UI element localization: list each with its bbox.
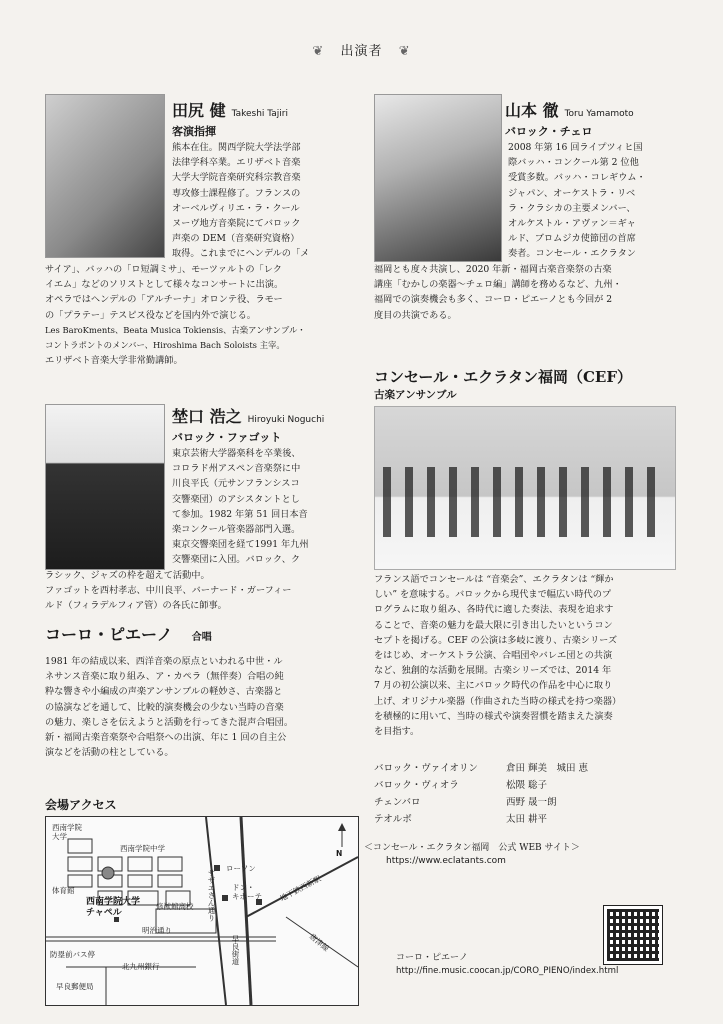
qr-code-icon [604, 906, 662, 964]
noguchi-role: バロック・ファゴット [172, 431, 282, 444]
venue-marker [102, 867, 114, 879]
page-header [0, 40, 723, 59]
map-label-subway: 地下鉄西新駅 [278, 873, 323, 904]
bio-line: 1981 年の結成以来、西洋音楽の原点といわれる中世・ル [45, 656, 283, 667]
bio-line: 粋な響きや小編成の声楽アンサンブルの軽妙さ、古楽器と [45, 686, 283, 698]
bio-line: ファゴットを西村孝志、中川良平、バーナード・ガーフィー [45, 585, 292, 597]
bio-line: の協演などを通して、比較的演奏機会の少ない当時の音楽 [45, 701, 284, 713]
bio-line: 上げ、オリジナル楽器（作曲された当時の様式を持つ楽器） [374, 695, 622, 707]
map-label-karato: 唐津線 [307, 931, 331, 954]
member-instrument: バロック・ヴァイオリン [374, 763, 478, 774]
bio-line: ヌーヴ地方音楽院にてバロック [172, 218, 301, 230]
tajiri-roman-name: Takeshi Tajiri [231, 109, 289, 119]
map-label-donki: ドン・ キホーテ [232, 883, 262, 901]
bio-line: 熊本在住。関西学院大学法学部 [172, 142, 301, 153]
left-ornament-icon: ❦ [312, 44, 325, 59]
map-label-meiji: 明治通り [142, 926, 172, 935]
noguchi-photo [45, 404, 165, 570]
coro-role: 合唱 [191, 632, 212, 643]
cef-site-link[interactable]: https://www.eclatants.com [386, 856, 506, 866]
cef-role: 古楽アンサンブル [374, 389, 457, 401]
member-instrument: テオルボ [374, 814, 412, 825]
cef-bio [374, 572, 692, 739]
bio-line: ルド、ブロムジカ使節団の首席 [508, 233, 636, 245]
map-label-kitakyushu-bank: 北九州銀行 [122, 962, 160, 971]
member-players: 倉田 輝美 城田 恵 [506, 763, 589, 774]
yamamoto-bio [508, 140, 674, 262]
tajiri-photo [45, 94, 165, 258]
right-ornament-icon: ❦ [398, 44, 411, 59]
noguchi-bio-wide [45, 568, 363, 614]
bio-line: 声楽の DEM（音楽研究資格） [172, 233, 300, 245]
member-instrument: バロック・ヴィオラ [374, 780, 459, 791]
map-label-shutoku: 修猷館高校 [156, 902, 194, 911]
bio-line: ラシック、ジャズの枠を超えて活動中。 [45, 570, 210, 581]
footer-link[interactable]: http://fine.music.coocan.jp/CORO_PIENO/index.html [396, 966, 619, 976]
bio-line: セプトを掲げる。CEF の公演は多岐に渡り、古楽シリーズ [374, 634, 618, 646]
yamamoto-name: 山本 徹 [505, 101, 559, 120]
cef-name: コンセール・エクラタン福岡（CEF） [374, 368, 632, 386]
bio-line: など、独創的な活動を展開。古楽シリーズでは、2014 年 [374, 665, 612, 677]
bio-line: 川良平氏（元サンフランシスコ [172, 478, 300, 490]
bio-line: Les BaroKments、Beata Musica Tokiensis、古楽アンサンブル・ [45, 324, 306, 335]
tajiri-bio [172, 140, 358, 262]
bio-line: 7 月の初公演以来、主にバロック時代の作品を中心に取り [374, 680, 613, 692]
noguchi-bio [172, 446, 358, 568]
bio-line: オーベルヴィリエ・ラ・クール [172, 202, 300, 214]
bio-line: 東京芸術大学器楽科を卒業後、 [172, 448, 301, 459]
bio-line: オペラではヘンデルの「アルチーナ」オロンテ役、ラモー [45, 294, 283, 306]
map-label-venue: 西南学院大学 チャペル [86, 897, 141, 918]
bio-line: ラ・クラシカの主要メンバー、 [508, 202, 636, 214]
cef-heading [374, 366, 694, 402]
bio-line: 福岡とも度々共演し、2020 年新・福岡古楽音楽祭の古楽 [374, 264, 612, 275]
bio-line: を目指す。 [374, 726, 420, 738]
bio-line: しい” を意味する。バロックから現代まで幅広い時代のプ [374, 589, 612, 601]
bio-line: ルド（フィラデルフィア管）の各氏に師事。 [45, 600, 227, 612]
coro-name: コーロ・ピエーノ [45, 625, 173, 644]
map-label-lawson: ローソン [226, 864, 256, 873]
bio-line: コロラド州アスペン音楽祭に中 [172, 463, 301, 475]
bio-line: 新・福岡古楽音楽祭や合唱祭への出演、年に 1 回の自主公 [45, 732, 287, 744]
table-row [374, 779, 588, 796]
bio-line: 大学大学院音楽研究科宗教音楽 [172, 172, 301, 184]
bio-line: オルケストル・アヴァン＝ギャ [508, 218, 636, 230]
member-players: 西野 晟一朗 [506, 797, 557, 808]
member-instrument: チェンバロ [374, 797, 421, 808]
coro-heading [45, 622, 345, 645]
coro-bio [45, 654, 363, 760]
yamamoto-photo [374, 94, 502, 262]
bio-line: 交響楽団に入団。バロック、ク [172, 554, 301, 566]
cef-members-table [374, 762, 588, 830]
bio-line: 楽コンクール管楽器部門入選。 [172, 524, 301, 536]
bio-line: コントラポントのメンバー、Hiroshima Bach Soloists 主宰。 [45, 340, 285, 351]
bio-line: 受賞多数。バッハ・コレギウム・ [508, 172, 646, 184]
tajiri-role: 客演指揮 [172, 125, 216, 138]
bio-line: 際バッハ・コンクール第 2 位他 [508, 157, 639, 169]
bio-line: 演などを活動の柱としている。 [45, 747, 174, 759]
bio-line: フランス語でコンセールは “音楽会”、エクラタンは “輝か [374, 574, 614, 585]
map-label-gym: 体育館 [52, 886, 75, 895]
bio-line: て参加。1982 年第 51 回日本音 [172, 508, 308, 520]
cef-site-label: ＜コンセール・エクラタン福岡 公式 WEB サイト＞ [364, 843, 580, 853]
tajiri-heading [172, 98, 372, 139]
bio-line: の魅力、楽しさを伝えようと活動を行ってきた混声合唱団。 [45, 716, 294, 728]
bio-line: ログラムに取り組み、各時代に適した奏法、表現を追求す [374, 604, 614, 616]
yamamoto-roman-name: Toru Yamamoto [564, 109, 634, 119]
access-title: 会場アクセス [45, 798, 117, 812]
ensemble-figures [383, 467, 667, 537]
noguchi-roman-name: Hiroyuki Noguchi [247, 415, 325, 425]
map-label-seinan-junior: 西南学院中学 [120, 844, 165, 853]
table-row [374, 813, 588, 830]
noguchi-name: 埜口 浩之 [172, 407, 242, 426]
map-label-kurose: 早良街道 [231, 935, 240, 965]
bio-line: 取得。これまでにヘンデルの「メ [172, 248, 310, 260]
table-row [374, 762, 588, 779]
cef-photo [374, 406, 676, 570]
bio-line: 講座「むかしの楽器〜チェロ編」講師を務めるなど、九州・ [374, 279, 622, 291]
tajiri-bio-wide [45, 262, 363, 368]
access-map [45, 816, 359, 1006]
bio-line: 福岡での演奏機会も多く、コーロ・ピエーノとも今回が 2 [374, 294, 613, 306]
footer-label: コーロ・ピエーノ [396, 953, 468, 963]
bio-line: ジャパン、オーケストラ・リベ [508, 187, 636, 199]
noguchi-heading [172, 404, 372, 445]
bio-line: 専攻修士課程修了。フランスの [172, 187, 301, 199]
bio-line: イエム」などのソリストとして様々なコンサートに出演。 [45, 279, 284, 291]
page-title: 出演者 [340, 44, 383, 59]
yamamoto-role: バロック・チェロ [505, 125, 593, 138]
bio-line: ることで、音楽の魅力を最大限に引き出したいというコン [374, 619, 613, 631]
north-arrow-icon: N [336, 849, 343, 858]
tajiri-name: 田尻 健 [172, 101, 226, 120]
bio-line: 法律学科卒業。エリザベト音楽 [172, 157, 301, 169]
bio-line: エリザベト音楽大学非常勤講師。 [45, 355, 183, 367]
member-players: 松隈 聡子 [506, 780, 548, 791]
map-label-sazaesan: サザエさん通り [207, 869, 216, 922]
map-label-bus: 防塁前バス停 [50, 950, 95, 959]
bio-line: 東京交響楽団を経て1991 年九州 [172, 539, 309, 551]
bio-line: 奏者。コンセール・エクラタン [508, 248, 636, 260]
yamamoto-bio-wide [374, 262, 682, 323]
bio-line: 度目の共演である。 [374, 309, 457, 321]
bio-line: ネサンス音楽に取り組み、ア・カペラ（無伴奏）合唱の純 [45, 671, 284, 683]
bio-line: を積極的に用いて、当時の様式や演奏習慣を踏まえた演奏 [374, 710, 613, 722]
member-players: 太田 耕平 [506, 814, 548, 825]
map-label-post: 早良郵便局 [56, 982, 94, 991]
bio-line: をはじめ、オーケストラ公演、合唱団やバレエ団との共演 [374, 650, 613, 662]
bio-line: 交響楽団）のアシスタントとし [172, 493, 300, 505]
bio-line: 2008 年第 16 回ライプツィヒ国 [508, 142, 643, 153]
yamamoto-heading [505, 98, 705, 139]
bio-line: の「プラテー」テスピス役などを国内外で演じる。 [45, 309, 256, 321]
map-label-seinan-univ: 西南学院 大学 [52, 823, 82, 841]
bio-line: サイア」、バッハの「ロ短調ミサ」、モーツァルトの「レク [45, 264, 282, 275]
table-row [374, 796, 588, 813]
